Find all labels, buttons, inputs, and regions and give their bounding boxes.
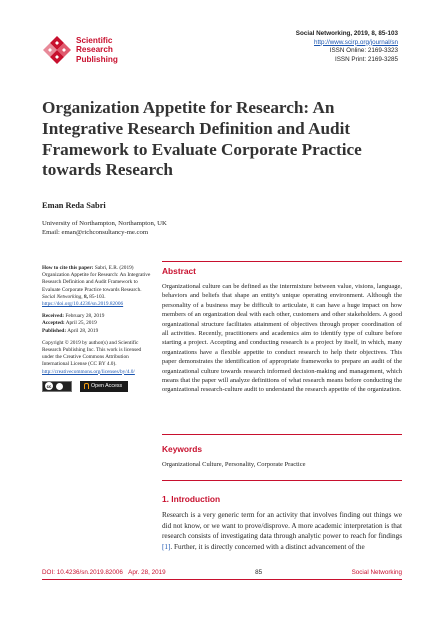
accepted-label: Accepted: (42, 320, 65, 327)
footer-doi-date (42, 569, 166, 576)
open-access-badge[interactable] (80, 381, 128, 392)
journal-url-link[interactable]: http://www.scirp.org/journal/sn (314, 38, 398, 46)
published-label: Published: (42, 327, 67, 334)
publisher-logo (42, 30, 162, 70)
abstract-heading: Abstract (162, 266, 196, 276)
citation-pages: 85-103. (89, 293, 106, 300)
journal-name: Social Networking, 2019, 8, 85-103 (295, 30, 398, 37)
reference-link-1[interactable]: [1] (162, 542, 171, 551)
citation-journal: Social Networking, (42, 293, 83, 300)
intro-text-part-1: Research is a very generic term for an activity that involves finding out things we did not know, or we want to prove/disprove. A more academic interpretation is that research consists of investigating data through analytic power to reach for findings (162, 511, 402, 540)
accepted-row (42, 320, 154, 327)
paper-title: Organization Appetite for Research: An Integrative Research Definition and Audit Framework to Evaluate Corporate Practice towards Research (42, 98, 362, 180)
published-row (42, 328, 154, 335)
abstract-text: Organizational culture can be defined as the intermixture between value, visions, language, behaviors and beliefs that shape an entity's unique operating environment. Although the personality of a business may be difficult to articulate, it can have a huge impact on how members of an organization deal with each other, customers and other stakeholders. A good organizational structure facilitates attainment of objectives through proper coordination of all activities. Recently, practitioners and academics aim to identify type of culture before starting a project. Accepting and conducting research is a project by itself, in which, many organizations have a flexible appetite to conduct research to help their objectives. This paper demonstrates the identification of appropriate frameworks to prepare an audit of the organizational culture towards research informed decision-making and management, which means that the paper will analyze definitions of what research means before conducting the organizational research-culture audit to understand the research appetite of the organization. (162, 283, 402, 394)
received-row (42, 313, 154, 320)
issn-online: ISSN Online: 2169-3323 (329, 47, 398, 55)
publisher-line-3: Publishing (76, 54, 118, 64)
journal-info (248, 30, 398, 64)
article-sidebar (42, 265, 154, 392)
footer-divider (42, 579, 402, 580)
citation-label: How to cite this paper: (42, 265, 94, 271)
keywords-bottom-divider (162, 480, 402, 481)
cc-by-badge[interactable] (42, 381, 72, 392)
citation-text: Sabri, E.R. (2019) Organization Appetite for Research: An Integrative Research Definition and Audit Framework to Evaluate Corporate Practice towards Research. (42, 265, 151, 293)
copyright-text: Copyright © 2019 by author(s) and Scientific Research Publishing Inc. This work is licensed under the Creative Commons Attribution International License (CC BY 4.0). (42, 339, 142, 368)
keywords-text: Organizational Culture, Personality, Corporate Practice (162, 461, 306, 468)
author-email: Email: eman@richconsultancy-me.com (42, 228, 149, 236)
attribution-person-icon (56, 383, 63, 390)
citation-doi-link[interactable]: https://doi.org/10.4236/sn.2019.82006 (42, 301, 124, 308)
accepted-date: April 25, 2019 (65, 320, 97, 327)
received-date: February 28, 2019 (65, 313, 105, 320)
copyright-block (42, 340, 154, 376)
keywords-heading: Keywords (162, 444, 203, 454)
abstract-divider (162, 261, 402, 262)
open-access-label: Open Access (91, 382, 123, 389)
publisher-line-1: Scientific (76, 35, 113, 45)
dates-block (42, 313, 154, 335)
publisher-line-2: Research (76, 45, 113, 55)
open-lock-icon (84, 383, 89, 389)
license-badges (42, 381, 154, 392)
citation-block (42, 265, 154, 308)
issn-print: ISSN Print: 2169-3285 (334, 55, 398, 63)
introduction-heading: 1. Introduction (162, 494, 221, 504)
keywords-divider (162, 434, 402, 435)
page-number: 85 (255, 568, 263, 576)
affiliation-line: University of Northampton, Northampton, UK (42, 220, 167, 227)
page-footer (42, 566, 402, 578)
intro-text-part-2: . Further, it is directly concerned with a distinct advancement of the (170, 542, 365, 551)
publisher-logo-mark-icon (42, 35, 72, 65)
author-affiliation (42, 220, 167, 238)
footer-doi: DOI: 10.4236/sn.2019.82006 (42, 568, 123, 576)
citation-volume: 8, (83, 293, 88, 300)
author-name: Eman Reda Sabri (42, 201, 106, 210)
footer-journal: Social Networking (351, 568, 402, 576)
received-label: Received: (42, 313, 65, 320)
publisher-name (76, 36, 118, 65)
footer-date: Apr. 28, 2019 (128, 568, 166, 576)
published-date: April 28, 2019 (67, 327, 99, 334)
cc-icon: cc (46, 383, 52, 389)
license-link[interactable]: http://creativecommons.org/licenses/by/4.0/ (42, 368, 135, 375)
introduction-text (162, 510, 402, 552)
